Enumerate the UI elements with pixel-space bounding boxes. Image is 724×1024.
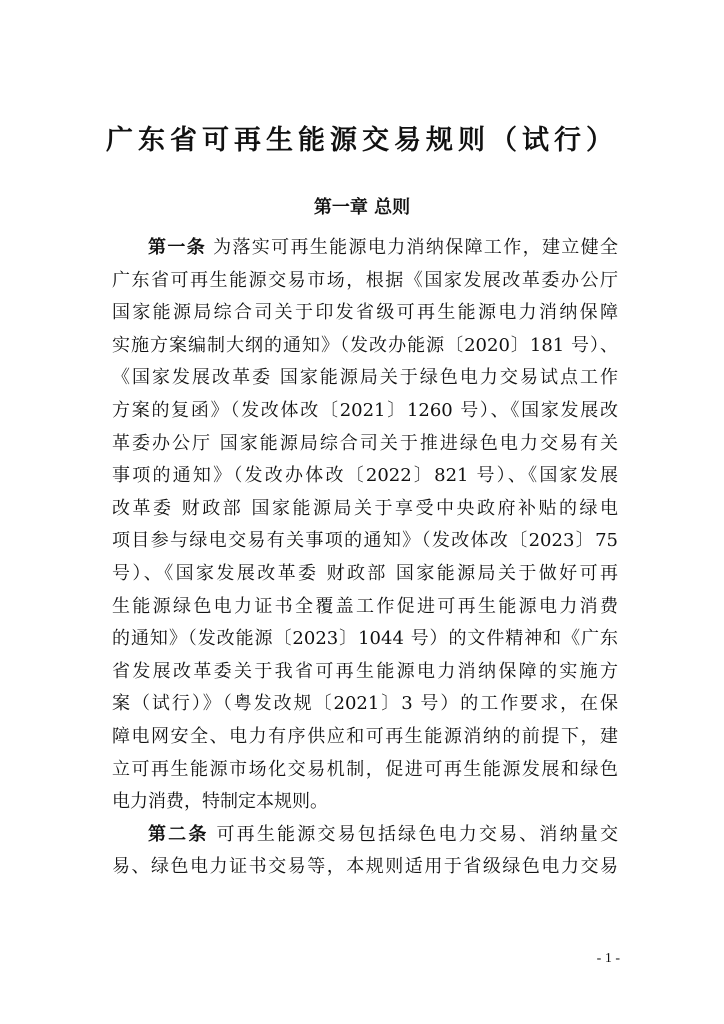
article-1-line-4: 实施方案编制大纲的通知》（发改办能源〔2020〕181 号）、 [112,334,618,356]
document-title: 广东省可再生能源交易规则（试行） [106,125,618,156]
article-1-line-14: 省发展改革委关于我省可再生能源电力消纳保障的实施方 [112,660,618,682]
article-2-line-1 [112,819,618,852]
article-1-line-6: 方案的复函》（发改体改〔2021〕1260 号）、《国家发展改 [112,399,618,421]
article-1-line-5: 《国家发展改革委 国家能源局关于绿色电力交易试点工作 [112,367,618,389]
article-1-line-16: 障电网安全、电力有序供应和可再生能源消纳的前提下，建 [112,725,618,747]
article-1-line-18: 电力消费，特制定本规则。 [112,791,328,813]
article-1-line-10: 项目参与绿电交易有关事项的通知》（发改体改〔2023〕75 [112,530,618,552]
article-1-line-8: 事项的通知》（发改办体改〔2022〕821 号）、《国家发展 [112,465,618,487]
article-1-line-9: 改革委 财政部 国家能源局关于享受中央政府补贴的绿电 [112,497,618,519]
article-1-text: 为落实可再生能源电力消纳保障工作，建立健全 [206,237,618,258]
article-1-line-17: 立可再生能源市场化交易机制，促进可再生能源发展和绿色 [112,758,618,780]
article-2-label: 第二条 [148,823,209,845]
article-1-line-12: 生能源绿色电力证书全覆盖工作促进可再生能源电力消费 [112,595,618,617]
article-1-line-13: 的通知》（发改能源〔2023〕1044 号）的文件精神和《广东 [112,628,618,650]
article-1-line-3: 国家能源局综合司关于印发省级可再生能源电力消纳保障 [112,302,618,324]
article-1-line-11: 号）、《国家发展改革委 财政部 国家能源局关于做好可再 [112,562,618,584]
article-2-text: 可再生能源交易包括绿色电力交易、消纳量交 [208,823,618,845]
article-1-line-7: 革委办公厅 国家能源局综合司关于推进绿色电力交易有关 [112,432,618,454]
chapter-heading: 第一章 总则 [313,197,411,218]
article-1-line-15: 案（试行）》（粤发改规〔2021〕3 号）的工作要求，在保 [112,693,618,715]
article-1-label: 第一条 [148,237,207,258]
article-1-line-1 [112,232,618,265]
article-2-line-2: 易、绿色电力证书交易等，本规则适用于省级绿色电力交易 [112,856,618,878]
article-1-line-2: 广东省可再生能源交易市场，根据《国家发展改革委办公厅 [112,269,618,291]
document-body [112,232,618,884]
page-number: - 1 - [596,951,620,966]
